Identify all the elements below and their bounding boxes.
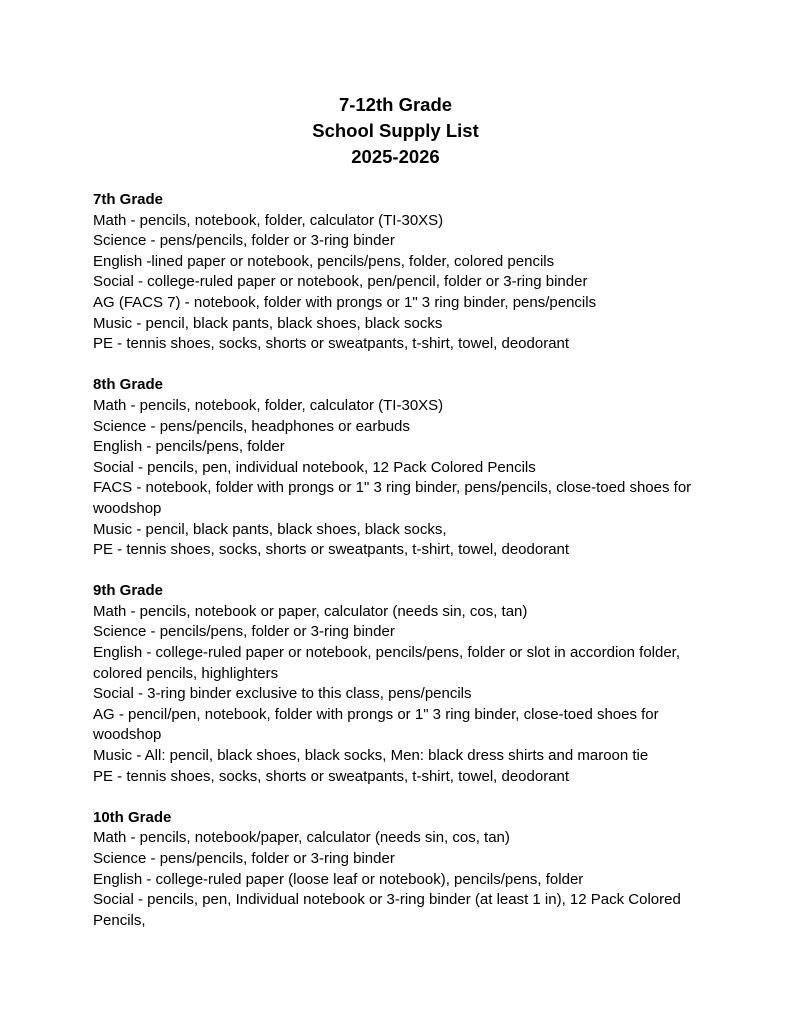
section-heading: 7th Grade <box>93 191 164 208</box>
list-item: Math - pencils, notebook, folder, calculator (TI-30XS) <box>93 396 444 414</box>
section-10th-grade <box>93 808 713 932</box>
list-item: Math - pencils, notebook/paper, calculator (needs sin, cos, tan) <box>93 829 510 847</box>
list-item: English - pencils/pens, folder <box>93 438 285 456</box>
list-item: English -lined paper or notebook, pencils/pens, folder, colored pencils <box>93 252 555 270</box>
section-7th-grade <box>93 190 713 355</box>
list-item: Math - pencils, notebook or paper, calculator (needs sin, cos, tan) <box>93 602 528 620</box>
title-line-list-name: School Supply List <box>312 120 479 141</box>
list-item: FACS - notebook, folder with prongs or 1" 3 ring binder, pens/pencils, close-toed shoes for woodshop <box>93 479 696 517</box>
list-item: Science - pens/pencils, folder or 3-ring binder <box>93 850 395 867</box>
section-8th-grade <box>93 375 713 560</box>
list-item: Social - pencils, pen, Individual notebook or 3-ring binder (at least 1 in), 12 Pack Colored Pencils, <box>93 891 685 929</box>
list-item: Music - pencil, black pants, black shoes, black socks, <box>93 520 447 538</box>
list-item: AG (FACS 7) - notebook, folder with prongs or 1" 3 ring binder, pens/pencils <box>93 293 597 311</box>
title-line-grades: 7-12th Grade <box>338 94 453 115</box>
list-item: Social - pencils, pen, individual notebook, 12 Pack Colored Pencils <box>93 458 536 476</box>
list-item: AG - pencil/pen, notebook, folder with prongs or 1" 3 ring binder, close-toed shoes for woodshop <box>93 705 663 744</box>
list-item: Science - pencils/pens, folder or 3-ring binder <box>93 623 395 641</box>
section-heading: 9th Grade <box>93 582 164 600</box>
section-heading: 8th Grade <box>93 376 164 394</box>
title-line-school-year: 2025-2026 <box>351 146 440 167</box>
list-item: Social - 3-ring binder exclusive to this class, pens/pencils <box>93 685 472 703</box>
list-item: Math - pencils, notebook, folder, calculator (TI-30XS) <box>93 211 444 229</box>
list-item: PE - tennis shoes, socks, shorts or sweatpants, t-shirt, towel, deodorant <box>93 335 570 353</box>
list-item: English - college-ruled paper (loose leaf or notebook), pencils/pens, folder <box>93 870 584 888</box>
list-item: English - college-ruled paper or notebook, pencils/pens, folder or slot in accordion folder, colored pencils, highlighters <box>93 644 685 682</box>
section-heading: 10th Grade <box>93 808 172 826</box>
list-item: Science - pens/pencils, folder or 3-ring binder <box>93 232 395 250</box>
list-item: PE - tennis shoes, socks, shorts or sweatpants, t-shirt, towel, deodorant <box>93 541 570 559</box>
list-item: PE - tennis shoes, socks, shorts or sweatpants, t-shirt, towel, deodorant <box>93 767 570 785</box>
document-title <box>0 92 791 170</box>
list-item: Music - All: pencil, black shoes, black socks, Men: black dress shirts and maroon tie <box>93 747 649 765</box>
supply-list-body <box>93 190 713 952</box>
list-item: Social - college-ruled paper or notebook, pen/pencil, folder or 3-ring binder <box>93 273 588 291</box>
section-9th-grade <box>93 581 713 787</box>
list-item: Science - pens/pencils, headphones or earbuds <box>93 417 410 435</box>
list-item: Music - pencil, black pants, black shoes, black socks <box>93 314 443 332</box>
